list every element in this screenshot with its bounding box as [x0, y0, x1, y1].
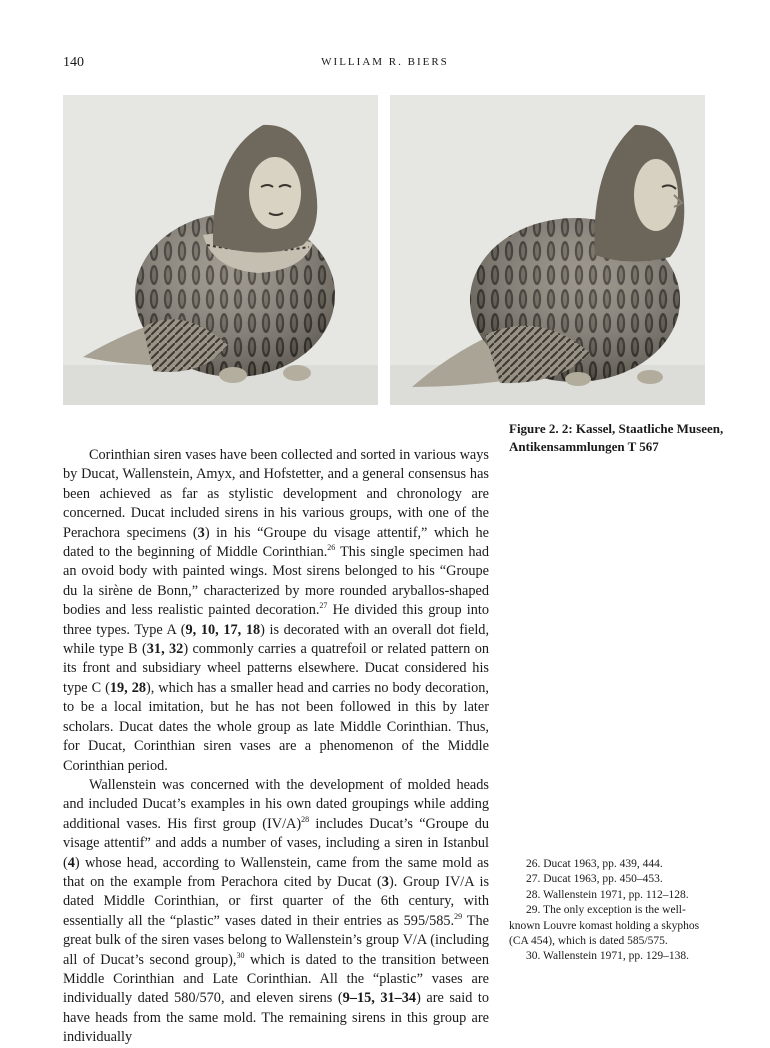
- siren-vase-side-illustration: [390, 95, 705, 405]
- text-run: ) commonly carries a quatrefoil or related pattern on its front and subsidiary wheel patterns elsewhere. Ducat considered his type C (: [63, 641, 489, 696]
- footnote-ref: 29: [454, 911, 463, 921]
- footnote: 26. Ducat 1963, pp. 439, 444.: [526, 858, 663, 870]
- footnote: 28. Wallenstein 1971, pp. 112–128.: [526, 888, 689, 901]
- running-head-author: WILLIAM R. BIERS: [321, 56, 449, 68]
- catalog-ref: 19, 28: [109, 679, 146, 696]
- text-run: ) whose head, according to Wallenstein, came from the same mold as that on the example from Perachora cited by Ducat (: [63, 854, 489, 890]
- body-text: [63, 446, 489, 1048]
- text-run: ). Group IV/A is dated Middle Corinthian, or first quarter of the 6th century, with essentially all the “plastic” vases dated in their entries as 595/585.: [63, 873, 490, 929]
- footnotes: [509, 857, 715, 965]
- figure-caption: Figure 2. 2: Kassel, Staatliche Museen, Antikensammlungen T 567: [509, 421, 724, 454]
- body-paragraph: [63, 776, 489, 1048]
- text-run: Wallenstein was concerned with the development of molded heads and included Ducat’s examples in his own dated groupings while adding additional vases. His first group (IV/A): [63, 776, 489, 832]
- footnote: 30. Wallenstein 1971, pp. 129–138.: [526, 950, 690, 963]
- footnote: 29. The only exception is the well-known Louvre komast holding a skyphos (CA 454), which is dated 585/575.: [509, 904, 700, 948]
- text-run: includes Ducat’s “Groupe du visage attentif” and adds a number of vases, including a siren in Istanbul (: [63, 815, 489, 871]
- catalog-ref: 9–15, 31–34: [342, 990, 417, 1007]
- catalog-ref: 31, 32: [146, 641, 184, 658]
- text-run: He divided this group into three types. Type A (: [63, 602, 489, 638]
- text-run: ) is decorated with an overall dot field, while type B (: [63, 621, 490, 658]
- text-run: ) are said to have heads from the same mold. The remaining sirens in this group are individually: [63, 990, 490, 1046]
- text-run: ), which has a smaller head and carries no body decoration, to be a local imitation, but he has not been followed in this by later scholars. Ducat dates the whole group as late Middle Corinthian. Thus, for Ducat, Corinthian siren vases are a phenomenon of the Middle Corinthian period.: [63, 679, 489, 774]
- text-run: Corinthian siren vases have been collected and sorted in various ways by Ducat, Wallenstein, Amyx, and Hofstetter, and a general consensus has been achieved as far as stylistic development and chronology are concerned. Ducat included sirens in his various groups, with one of the Perachora specimens (: [63, 447, 489, 541]
- text-run: which is dated to the transition between Middle Corinthian and Late Corinthian. All the “plastic” vases are individually dated 580/570, and eleven sirens (: [63, 951, 489, 1007]
- catalog-ref: 3: [197, 524, 205, 541]
- footnote-ref: 27: [319, 601, 328, 611]
- page-number: 140: [63, 55, 84, 70]
- catalog-ref: 4: [67, 854, 75, 871]
- footnote-ref: 26: [327, 543, 336, 553]
- text-run: This single specimen had an ovoid body with painted wings. Most sirens belonged to his “Groupe du la sirène de Bonn,” characterized by more rounded aryballos-shaped bodies and less realistic painted decoration.: [63, 544, 489, 619]
- catalog-ref: 3: [381, 873, 389, 890]
- footnote-ref: 28: [301, 814, 310, 824]
- footnote-ref: 30: [236, 950, 245, 960]
- footnote: 27. Ducat 1963, pp. 450–453.: [526, 873, 663, 886]
- figure-photo-left: [63, 95, 378, 405]
- catalog-ref: 9, 10, 17, 18: [185, 621, 261, 638]
- text-run: ) in his “Groupe du visage attentif,” which he dated to the beginning of Middle Corinthian.: [63, 524, 489, 561]
- siren-vase-front-illustration: [63, 95, 378, 405]
- body-paragraph: [63, 446, 489, 776]
- figure-photo-right: [390, 95, 705, 405]
- text-run: The great bulk of the siren vases belong to Wallenstein’s group V/A (including all of Ducat’s second group),: [63, 912, 490, 968]
